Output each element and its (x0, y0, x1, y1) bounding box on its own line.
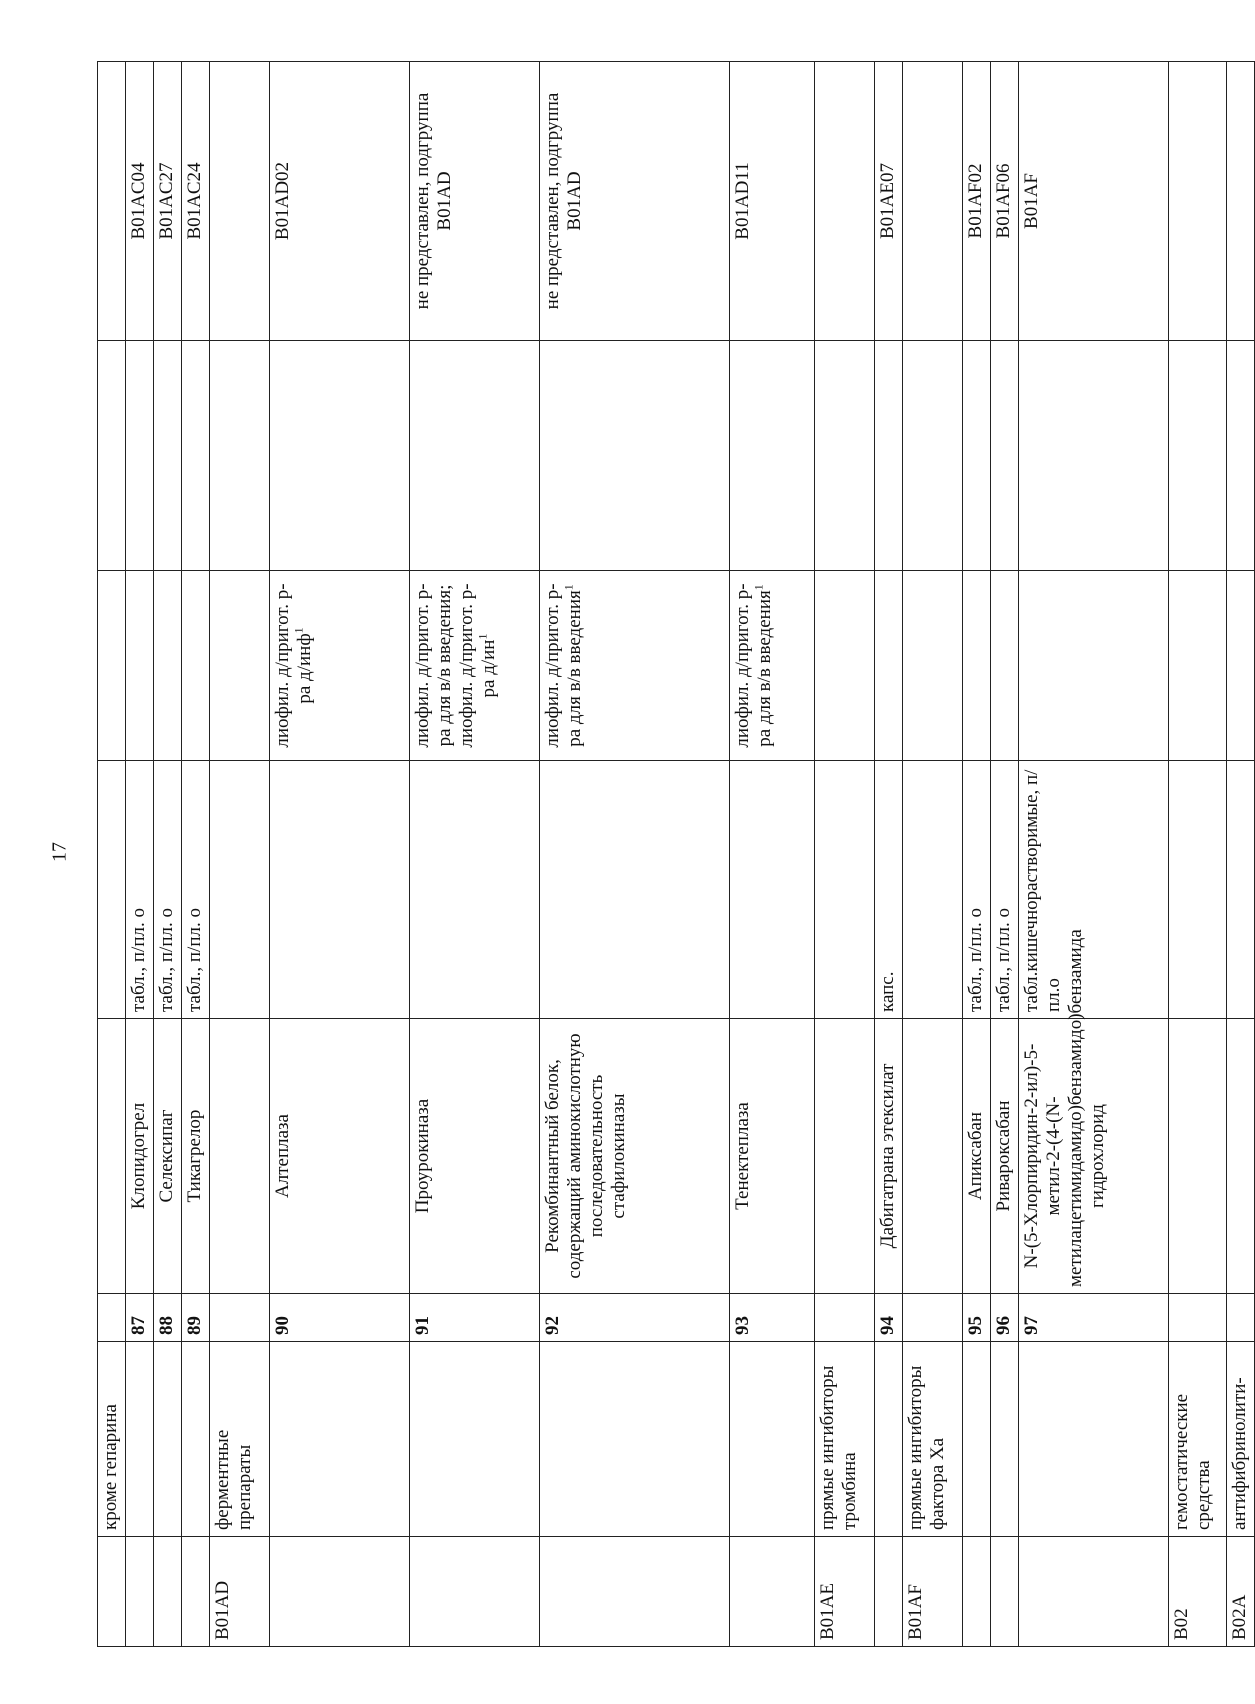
atc-group-code-cell (1169, 1537, 1227, 1647)
drug-name-text: Тикагрелор (184, 1109, 205, 1203)
table-row (98, 62, 126, 1647)
hospital-form-cell (126, 571, 154, 761)
dosage-form-text: табл.кишечнорастворимые, п/пл.о (1021, 769, 1064, 1012)
hospital-form-text: лиофил. д/пригот. р-ра для в/в введения (542, 583, 585, 748)
dosage-form-cell (1019, 761, 1169, 1019)
dosage-form-cell (1169, 761, 1227, 1019)
atc-code-text: B01AF06 (993, 163, 1014, 239)
table-row (540, 62, 730, 1647)
item-number-cell (210, 1294, 270, 1342)
atc-code-cell (875, 62, 903, 341)
empty-cell (98, 341, 126, 571)
atc-code-text: B01AC27 (156, 162, 177, 240)
drug-name-cell (270, 1019, 410, 1294)
hospital-form-cell (730, 571, 815, 761)
table-body (98, 62, 1255, 1647)
hospital-form-cell (875, 571, 903, 761)
drug-name-cell (98, 1019, 126, 1294)
dosage-form-cell (991, 761, 1019, 1019)
item-number-text: 97 (1021, 1316, 1042, 1335)
table-row (1227, 62, 1255, 1647)
empty-cell (126, 341, 154, 571)
empty-cell (154, 341, 182, 571)
empty-cell (1019, 341, 1169, 571)
atc-code-cell (98, 62, 126, 341)
atc-group-code-cell (126, 1537, 154, 1647)
hospital-form-cell (1019, 571, 1169, 761)
group-name-cell (903, 1342, 963, 1537)
hospital-form-cell (1169, 571, 1227, 761)
dosage-form-cell (270, 761, 410, 1019)
hospital-form-cell (98, 571, 126, 761)
atc-group-code-cell (1227, 1537, 1255, 1647)
atc-code-cell (991, 62, 1019, 341)
atc-code-text: B01AF02 (965, 163, 986, 239)
atc-code-cell (1227, 62, 1255, 341)
atc-code-text: B01AC24 (184, 162, 205, 240)
group-name-cell (210, 1342, 270, 1537)
atc-code-cell (1169, 62, 1227, 341)
dosage-form-cell (875, 761, 903, 1019)
item-number-cell (991, 1294, 1019, 1342)
item-number-text: 91 (412, 1316, 433, 1335)
footnote-marker: 1 (751, 584, 766, 591)
atc-code-cell (154, 62, 182, 341)
atc-code-cell (410, 62, 540, 341)
atc-group-code-cell (730, 1537, 815, 1647)
drug-name-cell (875, 1019, 903, 1294)
drug-name-cell (154, 1019, 182, 1294)
dosage-form-cell (730, 761, 815, 1019)
atc-code-text: не представлен, подгруппа B01AD (412, 92, 455, 310)
drug-name-cell (730, 1019, 815, 1294)
atc-code-cell (815, 62, 875, 341)
group-name-cell (182, 1342, 210, 1537)
drug-name-cell (540, 1019, 730, 1294)
group-name-text: прямые ингибиторы тромбина (817, 1365, 860, 1530)
group-name-cell (1169, 1342, 1227, 1537)
drug-name-text: Дабигатрана этексилат (877, 1063, 898, 1249)
dosage-form-cell (154, 761, 182, 1019)
atc-group-code-text: B02 (1171, 1608, 1192, 1640)
table-row (1169, 62, 1227, 1647)
table-row (1019, 62, 1169, 1647)
group-name-cell (410, 1342, 540, 1537)
item-number-cell (1227, 1294, 1255, 1342)
table-row (991, 62, 1019, 1647)
hospital-form-cell (410, 571, 540, 761)
footnote-marker: 1 (475, 633, 490, 640)
drug-name-cell (410, 1019, 540, 1294)
atc-code-cell (540, 62, 730, 341)
empty-cell (963, 341, 991, 571)
drug-name-text: Ривароксабан (993, 1100, 1014, 1212)
hospital-form-cell (1227, 571, 1255, 761)
atc-code-cell (963, 62, 991, 341)
atc-code-cell (730, 62, 815, 341)
empty-cell (730, 341, 815, 571)
dosage-form-text: табл., п/пл. о (156, 908, 177, 1012)
table-row (270, 62, 410, 1647)
footnote-marker: 1 (561, 584, 576, 591)
atc-group-code-text: B01AF (905, 1584, 926, 1640)
empty-cell (875, 341, 903, 571)
drug-name-cell (815, 1019, 875, 1294)
dosage-form-cell (98, 761, 126, 1019)
dosage-form-cell (126, 761, 154, 1019)
atc-code-cell (182, 62, 210, 341)
item-number-cell (154, 1294, 182, 1342)
table-row (210, 62, 270, 1647)
group-name-cell (126, 1342, 154, 1537)
empty-cell (991, 341, 1019, 571)
item-number-cell (1019, 1294, 1169, 1342)
drug-name-cell (126, 1019, 154, 1294)
table-row (963, 62, 991, 1647)
atc-group-code-cell (963, 1537, 991, 1647)
empty-cell (210, 341, 270, 571)
item-number-text: 87 (128, 1316, 149, 1335)
drug-name-text: Апиксабан (965, 1111, 986, 1201)
atc-group-code-text: B01AD (212, 1580, 233, 1640)
group-name-cell (730, 1342, 815, 1537)
drug-name-cell (210, 1019, 270, 1294)
drug-name-cell (903, 1019, 963, 1294)
atc-group-code-text: B02A (1229, 1594, 1250, 1640)
group-name-text: антифибринолити- (1229, 1377, 1250, 1530)
item-number-cell (410, 1294, 540, 1342)
empty-cell (540, 341, 730, 571)
item-number-text: 89 (184, 1316, 205, 1335)
group-name-cell (1227, 1342, 1255, 1537)
empty-cell (182, 341, 210, 571)
drug-name-text: Проурокиназа (412, 1098, 433, 1214)
item-number-text: 94 (877, 1316, 898, 1335)
atc-code-text: B01AD02 (272, 161, 293, 241)
empty-cell (410, 341, 540, 571)
table-row (903, 62, 963, 1647)
table-row (730, 62, 815, 1647)
item-number-text: 95 (965, 1316, 986, 1335)
dosage-form-cell (903, 761, 963, 1019)
atc-code-text: B01AF (1021, 173, 1042, 229)
group-name-text: ферментные препараты (212, 1429, 255, 1530)
dosage-form-cell (182, 761, 210, 1019)
drug-name-text: Селексипаг (156, 1109, 177, 1203)
rotated-page-content (97, 62, 1250, 1647)
item-number-cell (1169, 1294, 1227, 1342)
atc-code-cell (1019, 62, 1169, 341)
group-name-cell (154, 1342, 182, 1537)
atc-group-code-cell (410, 1537, 540, 1647)
atc-group-code-cell (991, 1537, 1019, 1647)
dosage-form-text: табл., п/пл. о (128, 908, 149, 1012)
atc-group-code-cell (154, 1537, 182, 1647)
atc-group-code-cell (270, 1537, 410, 1647)
drug-name-cell (1169, 1019, 1227, 1294)
dosage-form-text: табл., п/пл. о (184, 908, 205, 1012)
empty-cell (1227, 341, 1255, 571)
item-number-text: 93 (732, 1316, 753, 1335)
atc-code-text: B01AC04 (128, 162, 149, 240)
hospital-form-cell (903, 571, 963, 761)
atc-group-code-cell (815, 1537, 875, 1647)
item-number-cell (182, 1294, 210, 1342)
atc-code-text: B01AE07 (877, 163, 898, 239)
page-number: 17 (48, 842, 71, 862)
group-name-cell (540, 1342, 730, 1537)
atc-group-code-cell (903, 1537, 963, 1647)
atc-group-code-cell (1019, 1537, 1169, 1647)
dosage-form-text: табл., п/пл. о (993, 908, 1014, 1012)
dosage-form-cell (410, 761, 540, 1019)
dosage-form-text: табл., п/пл. о (965, 908, 986, 1012)
table-row (815, 62, 875, 1647)
group-name-cell (963, 1342, 991, 1537)
drug-name-text: Алтеплаза (272, 1114, 293, 1198)
dosage-form-cell (815, 761, 875, 1019)
drug-list-table (97, 61, 1255, 1647)
hospital-form-cell (210, 571, 270, 761)
hospital-form-cell (154, 571, 182, 761)
atc-group-code-cell (98, 1537, 126, 1647)
drug-name-cell (1019, 929, 1169, 1294)
atc-code-cell (210, 62, 270, 341)
atc-code-cell (903, 62, 963, 341)
drug-name-cell (1227, 1019, 1255, 1294)
item-number-cell (903, 1294, 963, 1342)
atc-code-text: B01AD11 (732, 162, 753, 240)
table-row (875, 62, 903, 1647)
group-name-text: гемостатические средства (1171, 1393, 1214, 1530)
table-row (126, 62, 154, 1647)
group-name-cell (991, 1342, 1019, 1537)
hospital-form-cell (815, 571, 875, 761)
item-number-cell (540, 1294, 730, 1342)
hospital-form-text: лиофил. д/пригот. р-ра для в/в введения; лиофил. д/пригот. р-ра д/ин (412, 583, 499, 748)
drug-name-text: Клопидогрел (128, 1102, 149, 1210)
hospital-form-cell (963, 571, 991, 761)
item-number-text: 88 (156, 1316, 177, 1335)
atc-group-code-cell (540, 1537, 730, 1647)
table-row (182, 62, 210, 1647)
dosage-form-text: капс. (877, 971, 898, 1012)
table-row (410, 62, 540, 1647)
atc-code-cell (126, 62, 154, 341)
hospital-form-text: лиофил. д/пригот. р-ра для в/в введения (732, 583, 775, 748)
group-name-text: прямые ингибиторы фактора Ха (905, 1365, 948, 1530)
atc-code-cell (270, 62, 410, 341)
empty-cell (815, 341, 875, 571)
item-number-cell (98, 1294, 126, 1342)
footnote-marker: 1 (291, 627, 306, 634)
dosage-form-cell (210, 761, 270, 1019)
hospital-form-cell (270, 571, 410, 761)
drug-list-table-container (97, 62, 1250, 1647)
hospital-form-text: лиофил. д/пригот. р-ра д/инф (272, 583, 315, 748)
drug-name-text: Тенектеплаза (732, 1102, 753, 1210)
drug-name-cell (963, 1019, 991, 1294)
item-number-cell (270, 1294, 410, 1342)
table-row (154, 62, 182, 1647)
group-name-cell (875, 1342, 903, 1537)
atc-group-code-cell (182, 1537, 210, 1647)
item-number-cell (730, 1294, 815, 1342)
atc-code-text: не представлен, подгруппа B01AD (542, 92, 585, 310)
group-name-cell (1019, 1342, 1169, 1537)
item-number-cell (126, 1294, 154, 1342)
drug-name-text: Рекомбинантный белок, содержащий аминокислотную последовательность стафилокиназы (542, 1033, 629, 1279)
group-name-cell (270, 1342, 410, 1537)
atc-group-code-cell (875, 1537, 903, 1647)
group-name-cell (815, 1342, 875, 1537)
item-number-cell (875, 1294, 903, 1342)
item-number-cell (963, 1294, 991, 1342)
item-number-text: 90 (272, 1316, 293, 1335)
drug-name-cell (182, 1019, 210, 1294)
atc-group-code-cell (210, 1537, 270, 1647)
empty-cell (1169, 341, 1227, 571)
atc-group-code-text: B01AE (817, 1583, 838, 1640)
drug-name-cell (991, 1019, 1019, 1294)
dosage-form-cell (1227, 761, 1255, 1019)
dosage-form-cell (963, 761, 991, 1019)
drug-name-text: N-(5-Хлорпиридин-2-ил)-5-метил-2-(4-(N-метилацетимидамидо)бензамидо)бензамида гидрохлорид (1021, 929, 1108, 1287)
group-name-cell (98, 1342, 126, 1537)
hospital-form-cell (182, 571, 210, 761)
item-number-cell (815, 1294, 875, 1342)
empty-cell (270, 341, 410, 571)
dosage-form-cell (540, 761, 730, 1019)
hospital-form-cell (540, 571, 730, 761)
empty-cell (903, 341, 963, 571)
item-number-text: 92 (542, 1316, 563, 1335)
item-number-text: 96 (993, 1316, 1014, 1335)
group-name-text: кроме гепарина (100, 1404, 121, 1530)
hospital-form-cell (991, 571, 1019, 761)
